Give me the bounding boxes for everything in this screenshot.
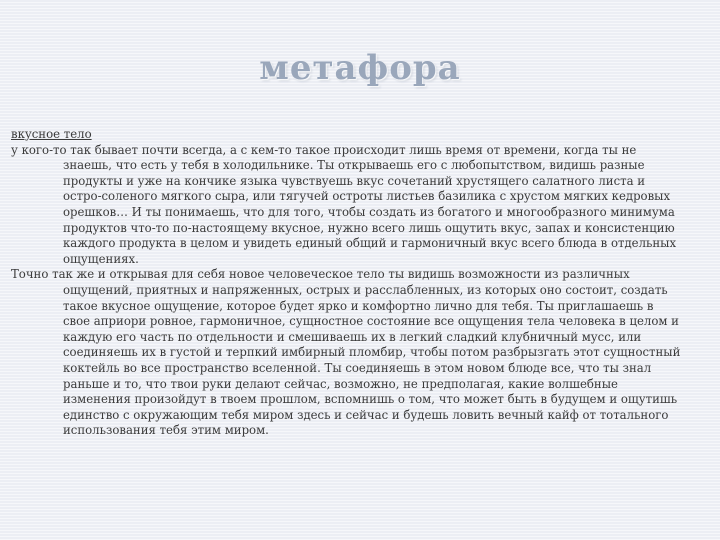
paragraph-2: Точно так же и открывая для себя новое человеческое тело ты видишь возможности из различных ощущений, приятных и напряженных, острых и расслабленных, из которых оно состоит, создать такое вкусное ощущение, которое будет ярко и комфортно лично для тебя. Ты приглашаешь в свое априори ровное, гармоничное, сущностное состояние все ощущения тела человека в целом и каждую его часть по отдельности и смешиваешь их в легкий сладкий клубничный мусс, или соединяешь их в густой и терпкий имбирный пломбир, чтобы потом разбрызгать этот сущностный коктейль во все пространство вселенной. Ты соединяешь в этом новом блюде все, что ты знал раньше и то, что твои руки делают сейчас, возможно, не предполагая, какие волшебные изменения произойдут в твоем прошлом, вспомнишь о том, что может быть в будущем и ощутишь единство с окружающим тебя миром здесь и сейчас и будешь ловить вечный кайф от тотального использования тебя этим миром. <box>11 267 681 438</box>
slide-subtitle: вкусное тело <box>11 127 92 141</box>
slide-title: метафора <box>259 48 461 88</box>
paragraph-1: у кого-то так бывает почти всегда, а с кем-то такое происходит лишь время от времени, когда ты не знаешь, что есть у тебя в холодильнике. Ты открываешь его с любопытством, видишь разные продукты и уже на кончике языка чувствуешь вкус сочетаний хрустящего салатного листа и остро-соленого мягкого сыра, или тягучей остроты листьев базилика с хрустом мягких кедровых орешков… И ты понимаешь, что для того, чтобы создать из богатого и многообразного минимума продуктов что-то по-настоящему вкусное, нужно всего лишь ощутить вкус, запах и консистенцию каждого продукта в целом и увидеть единый общий и гармоничный вкус всего блюда в отдельных ощущениях. <box>11 142 677 266</box>
slide-body <box>11 127 683 439</box>
